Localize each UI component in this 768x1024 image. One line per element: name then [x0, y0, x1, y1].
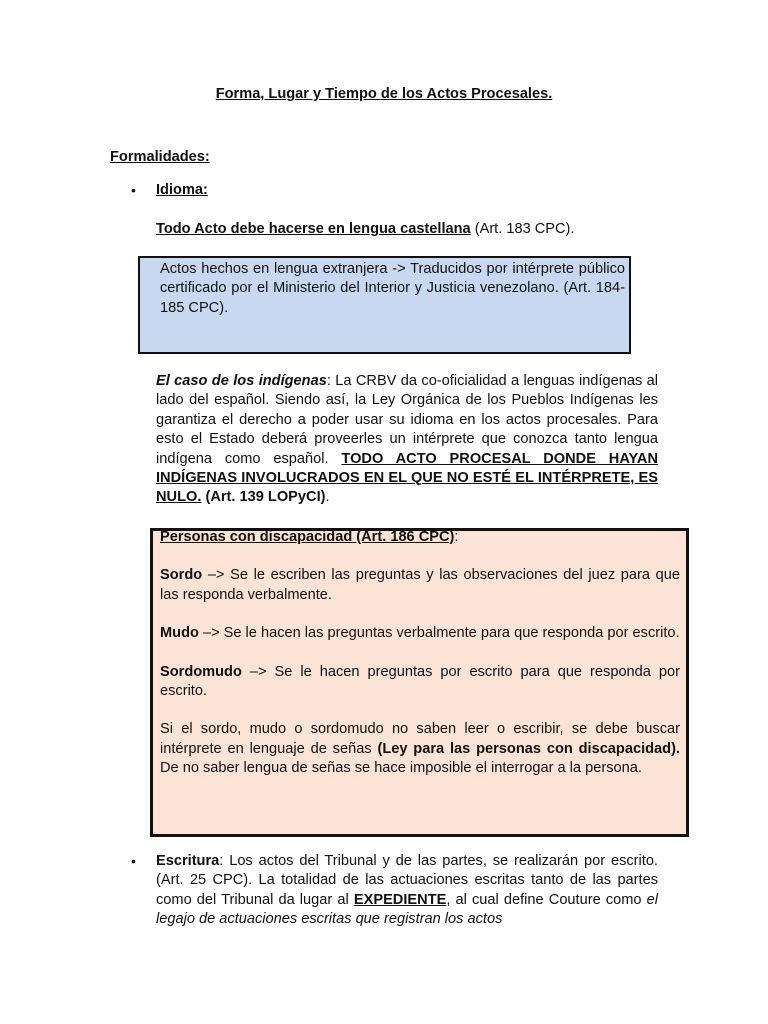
- disability-heading: [160, 528, 680, 547]
- sign-language-text-b: De no saber lengua de señas se hace imposible el interrogar a la persona.: [160, 760, 642, 777]
- document-title: Forma, Lugar y Tiempo de los Actos Procesales.: [215, 86, 553, 102]
- escritura-text-a: : Los actos del Tribunal y de las partes, se realizarán por escrito. (Art. 25 CPC). La totalidad de las actuaciones escritas tanto de las partes como del Tribunal da lugar al: [156, 853, 658, 908]
- expediente-term: EXPEDIENTE: [353, 891, 447, 908]
- sordomudo-paragraph: [160, 663, 680, 702]
- sordomudo-text: –> Se le hacen preguntas por escrito para que responda por escrito.: [160, 663, 680, 700]
- bullet-idioma: •: [131, 182, 136, 198]
- disability-content: [160, 528, 680, 779]
- idioma-rule-text: Todo Acto debe hacerse en lengua castellana: [156, 221, 471, 237]
- couture-definition: el legajo de actuaciones escritas que registran los actos: [156, 891, 658, 928]
- disability-heading-text: Personas con discapacidad (Art. 186 CPC): [160, 529, 455, 545]
- disability-heading-end: :: [454, 529, 459, 545]
- mudo-paragraph: [160, 624, 680, 643]
- mudo-text: –> Se le hacen las preguntas verbalmente para que responda por escrito.: [198, 625, 680, 642]
- foreign-language-text: Actos hechos en lengua extranjera -> Traducidos por intérprete público certificado por el Ministerio del Interior y Justicia venezolano. (Art. 184-185 CPC).: [160, 261, 625, 316]
- idioma-label: Idioma:: [156, 182, 208, 198]
- sign-language-paragraph: [160, 720, 680, 778]
- indigenous-lead: El caso de los indígenas: [156, 373, 327, 389]
- bullet-escritura: •: [131, 853, 136, 869]
- escritura-paragraph: [156, 852, 658, 930]
- sordomudo-label: Sordomudo: [160, 663, 242, 680]
- sordo-paragraph: [160, 566, 680, 605]
- mudo-label: Mudo: [160, 625, 199, 642]
- idioma-rule-ref: (Art. 183 CPC).: [470, 221, 575, 237]
- escritura-label: Escritura: [156, 853, 220, 869]
- escritura-text-b: , al cual define Couture como: [446, 891, 647, 908]
- sordo-label: Sordo: [160, 567, 203, 584]
- sordo-text: –> Se le escriben las preguntas y las observaciones del juez para que las responda verbalmente.: [160, 567, 680, 603]
- indigenous-ref: (Art. 139 LOPyCI): [201, 489, 326, 506]
- idioma-rule: [156, 220, 574, 239]
- indigenous-paragraph: [156, 372, 658, 508]
- indigenous-end: .: [325, 489, 330, 506]
- indigenous-emphasis: TODO ACTO PROCESAL DONDE HAYAN INDÍGENAS INVOLUCRADOS EN EL QUE NO ESTÉ EL INTÉRPRETE, ES NULO.: [156, 450, 658, 506]
- sign-language-text-a: Si el sordo, mudo o sordomudo no saben leer o escribir, se debe buscar intérprete en lenguaje de señas: [160, 721, 680, 757]
- indigenous-body: : La CRBV da co-oficialidad a lenguas indígenas al lado del español. Siendo así, la Ley Orgánica de los Pueblos Indígenas les garantiza el derecho a poder usar su idioma en los actos procesales. Para esto el Estado deberá proveerles un intérprete que conozca tanto lengua indígena como español.: [156, 373, 658, 467]
- sign-language-law: (Ley para las personas con discapacidad).: [377, 740, 680, 757]
- formalidades-heading: Formalidades:: [110, 149, 210, 165]
